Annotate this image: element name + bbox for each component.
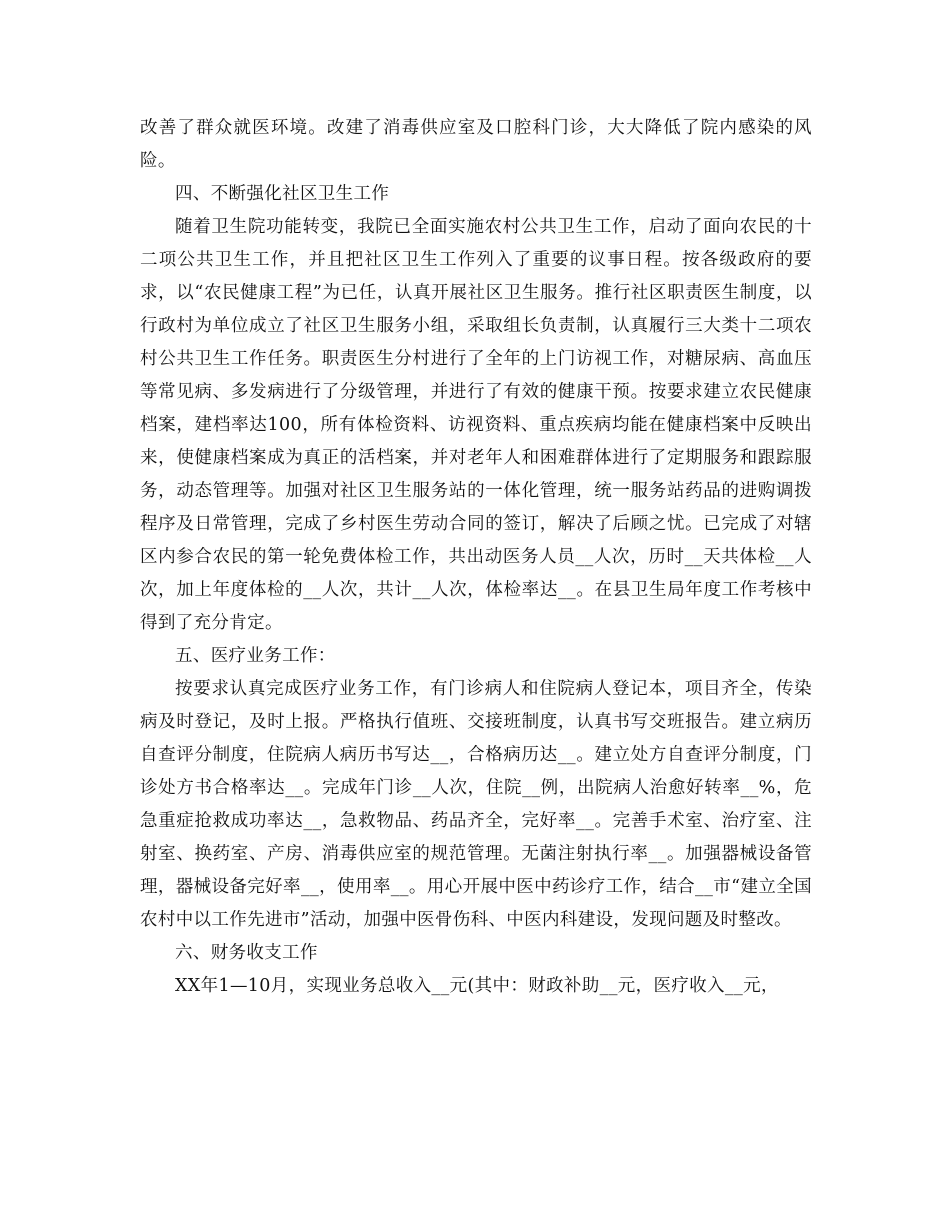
paragraph-medical-business: 按要求认真完成医疗业务工作，有门诊病人和住院病人登记本，项目齐全，传染病及时登记，及时上报。严格执行值班、交接班制度，认真书写交班报告。建立病历自查评分制度，住院病人病历书写达__，合格病历达__。建立处方自查评分制度，门诊处方书合格率达__。完成年门诊__人次，住院__例，出院病人治愈好转率__%，危急重症抢救成功率达__，急救物品、药品齐全，完好率__。完善手术室、治疗室、注射室、换药室、产房、消毒供应室的规范管理。无菌注射执行率__。加强器械设备管理，器械设备完好率__，使用率__。用心开展中医中药诊疗工作，结合__市“建立全国农村中以工作先进市”活动，加强中医骨伤科、中医内科建设，发现问题及时整改。 — [140, 679, 812, 930]
section-heading-finance: 六、财务收支工作 — [175, 943, 318, 963]
paragraph-finance: XX年1—10月，实现业务总收入__元(其中：财政补助__元，医疗收入__元， — [175, 976, 779, 996]
section-heading-community-health: 四、不断强化社区卫生工作 — [175, 184, 390, 204]
paragraph-continuation: 改善了群众就医环境。改建了消毒供应室及口腔科门诊，大大降低了院内感染的风险。 — [140, 118, 812, 171]
document-page — [140, 112, 812, 1003]
section-heading-medical-business: 五、医疗业务工作： — [175, 646, 336, 666]
paragraph-community-health: 随着卫生院功能转变，我院已全面实施农村公共卫生工作，启动了面向农民的十二项公共卫生工作，并且把社区卫生工作列入了重要的议事日程。按各级政府的要求，以“农民健康工程”为已任，认真开展社区卫生服务。推行社区职责医生制度，以行政村为单位成立了社区卫生服务小组，采取组长负责制，认真履行三大类十二项农村公共卫生工作任务。职责医生分村进行了全年的上门访视工作，对糖尿病、高血压等常见病、多发病进行了分级管理，并进行了有效的健康干预。按要求建立农民健康档案，建档率达100，所有体检资料、访视资料、重点疾病均能在健康档案中反映出来，使健康档案成为真正的活档案，并对老年人和困难群体进行了定期服务和跟踪服务，动态管理等。加强对社区卫生服务站的一体化管理，统一服务站药品的进购调拨程序及日常管理，完成了乡村医生劳动合同的签订，解决了后顾之忧。已完成了对辖区内参合农民的第一轮免费体检工作，共出动医务人员__人次，历时__天共体检__人次，加上年度体检的__人次，共计__人次，体检率达__。在县卫生局年度工作考核中得到了充分肯定。 — [140, 217, 812, 633]
